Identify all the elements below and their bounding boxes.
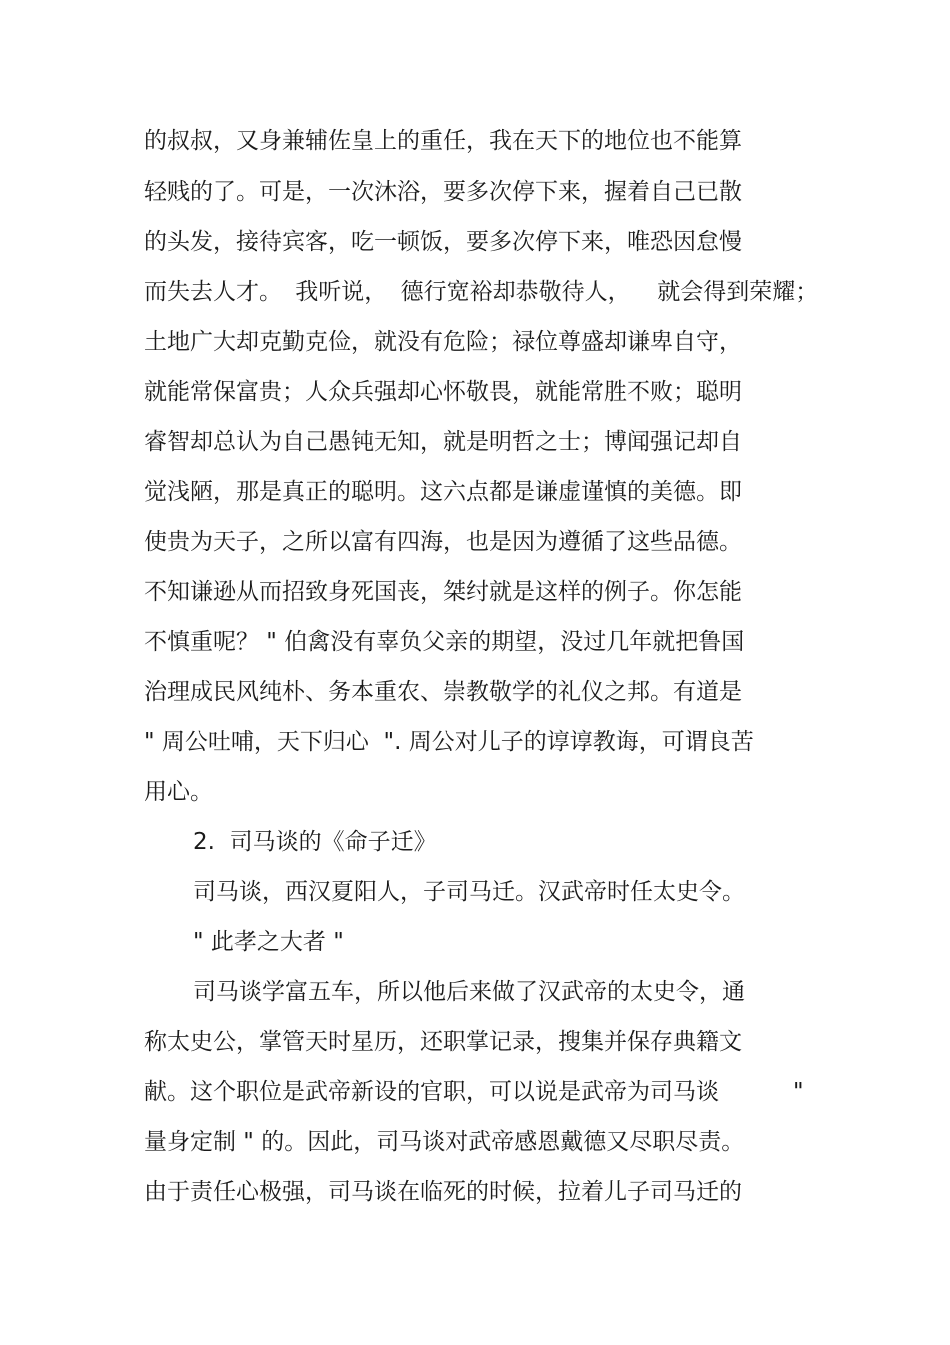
- text-line: 治理成民风纯朴、务本重农、崇教敬学的礼仪之邦。有道是: [144, 679, 742, 705]
- text-line: 睿智却总认为自己愚钝无知，就是明哲之士；博闻强记却自: [144, 429, 742, 455]
- text-line: 土地广大却克勤克俭，就没有危险；禄位尊盛却谦卑自守，: [144, 329, 742, 355]
- section-heading: 2. 司马谈的《命子迁》: [193, 829, 437, 855]
- text-line: 司马谈学富五车，所以他后来做了汉武帝的太史令，通: [193, 979, 745, 1005]
- text-line: 由于责任心极强，司马谈在临死的时候，拉着儿子司马迁的: [144, 1179, 742, 1205]
- text-line: 献。这个职位是武帝新设的官职，可以说是武帝为司马谈: [144, 1079, 719, 1105]
- quote-mark: ": [793, 1079, 804, 1105]
- text-line: 不慎重呢？ " 伯禽没有辜负父亲的期望，没过几年就把鲁国: [144, 629, 745, 655]
- text-line: 就能常保富贵；人众兵强却心怀敬畏，就能常胜不败；聪明: [144, 379, 742, 405]
- quote-line: " 此孝之大者 ": [193, 929, 344, 955]
- text-line: 司马谈，西汉夏阳人，子司马迁。汉武帝时任太史令。: [193, 879, 745, 905]
- text-line: 觉浅陋，那是真正的聪明。这六点都是谦虚谨慎的美德。即: [144, 479, 742, 505]
- text-line: 的头发，接待宾客，吃一顿饭，要多次停下来，唯恐因怠慢: [144, 229, 742, 255]
- text-line: 量身定制 " 的。因此，司马谈对武帝感恩戴德又尽职尽责。: [144, 1129, 745, 1155]
- text-line: " 周公吐哺，天下归心 ". 周公对儿子的谆谆教诲，可谓良苦: [144, 729, 754, 755]
- text-line: 轻贱的了。可是，一次沐浴，要多次停下来，握着自己已散: [144, 179, 742, 205]
- text-line: 的叔叔，又身兼辅佐皇上的重任，我在天下的地位也不能算: [144, 128, 742, 154]
- text-line: 不知谦逊从而招致身死国丧，桀纣就是这样的例子。你怎能: [144, 579, 742, 605]
- text-line: 用心。: [144, 779, 213, 805]
- text-line: 而失去人才。 我听说， 德行宽裕却恭敬待人， 就会得到荣耀；: [144, 279, 819, 305]
- text-line: 使贵为天子，之所以富有四海，也是因为遵循了这些品德。: [144, 529, 742, 555]
- text-line: 称太史公，掌管天时星历，还职掌记录，搜集并保存典籍文: [144, 1029, 742, 1055]
